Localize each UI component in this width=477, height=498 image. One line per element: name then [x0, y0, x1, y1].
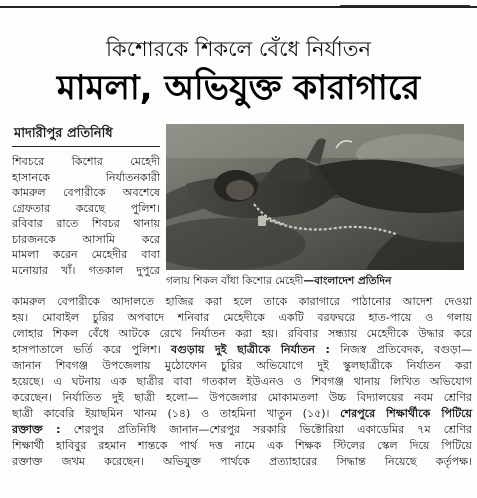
body-line: হয়েছে। এ ঘটনায় এক ছাত্রীর বাবা গতকাল ইউএনও ও শিবগঞ্জ থানায় লিখিত অভিযোগ	[12, 375, 472, 388]
column-line: গ্রেফতার করেছে পুলিশ।	[12, 201, 160, 215]
main-headline: মামলা, অভিযুক্ত কারাগারে	[56, 68, 421, 108]
column-line: হাসানকে নির্যাতনকারী	[12, 170, 160, 184]
body-line: হয়। মোবাইল চুরির অপবাদে শনিবার মেহেদীকে একটি বরফঘরে হাত-পায়ে ও গলায়	[12, 311, 472, 324]
byline-underline	[12, 146, 160, 147]
column-line: মনোয়ার খাঁ। গতকাল দুপুরে	[12, 263, 160, 277]
photo-caption-text: গলায় শিকল বাঁধা কিশোর মেহেদী	[166, 275, 304, 287]
body-text: শেরপুর প্রতিনিধি জানান—শেরপুর সরকারি ভিক্টোরিয়া একাডেমির ৭ম শ্রেণির	[73, 423, 472, 436]
subhead-sherpur: শেরপুরে শিক্ষার্থীকে পিটিয়ে	[340, 407, 472, 420]
body-line	[12, 342, 472, 358]
body-text: হাসপাতালে ভর্তি করে পুলিশ।	[12, 343, 161, 356]
body-line: করেছেন। নির্যাতিত দুই ছাত্রী হলো— উপজেলার মোকামতলা উচ্চ বিদ্যালয়ের নবম শ্রেণির	[12, 391, 472, 404]
column-line: রবিবার রাতে শিবচর থানায়	[12, 217, 160, 230]
body-line: জানান শিবগঞ্জ উপজেলায় মুঠোফোন চুরির অভিযোগে দুই স্কুলছাত্রীকে নির্যাতন করা	[12, 359, 472, 372]
top-rule	[0, 6, 477, 8]
body-text: নিজস্ব প্রতিবেদক, বগুড়া—	[340, 343, 472, 356]
body-line: কামরুল বেপারীকে আদালতে হাজির করা হলে তাকে কারাগারে পাঠানোর আদেশ দেওয়া	[12, 295, 472, 308]
body-line	[12, 422, 472, 438]
byline: মাদারীপুর প্রতিনিধি	[14, 126, 113, 141]
subhead-sherpur-cont: রক্তাক্ত :	[12, 423, 61, 436]
column-line: শিবচরে কিশোর মেহেদী	[12, 155, 160, 168]
news-photo	[166, 124, 464, 270]
column-line: চারজনকে আসামি করে	[12, 232, 160, 246]
column-line: মামলা করেন মেহেদীর বাবা	[12, 248, 160, 261]
body-line: লোহার শিকল বেঁধে আটকে রেখে নির্যাতন করা হয়। রবিবার সন্ধ্যায় মেহেদীকে উদ্ধার করে	[12, 327, 472, 340]
photo-credit: —বাংলাদেশ প্রতিদিন	[303, 275, 392, 287]
photo-caption	[166, 274, 464, 288]
chained-boy-photo	[166, 124, 464, 270]
subhead-bogura: বগুড়ায় দুই ছাত্রীকে নির্যাতন :	[171, 343, 330, 356]
body-line: শিক্ষার্থী হাবিবুর রহমান শান্তকে পার্থ দত্ত নামে এক শিক্ষক স্টিলের স্কেল দিয়ে পিটিয়ে	[12, 439, 472, 452]
body-line: রক্তাক্ত জখম করেছেন। অভিযুক্ত পার্থকে প্রত্যাহারের সিদ্ধান্ত নিয়েছে কর্তৃপক্ষ।	[12, 455, 472, 468]
body-line	[12, 406, 472, 422]
kicker-headline: কিশোরকে শিকলে বেঁধে নির্যাতন	[105, 37, 371, 61]
body-text: ছাত্রী কাবেরি ইয়াছমিন খানম (১৪) ও তাহমিনা খাতুন (১৫)।	[12, 407, 330, 420]
column-line: কামরুল বেপারীকে অবশেষে	[12, 186, 160, 199]
